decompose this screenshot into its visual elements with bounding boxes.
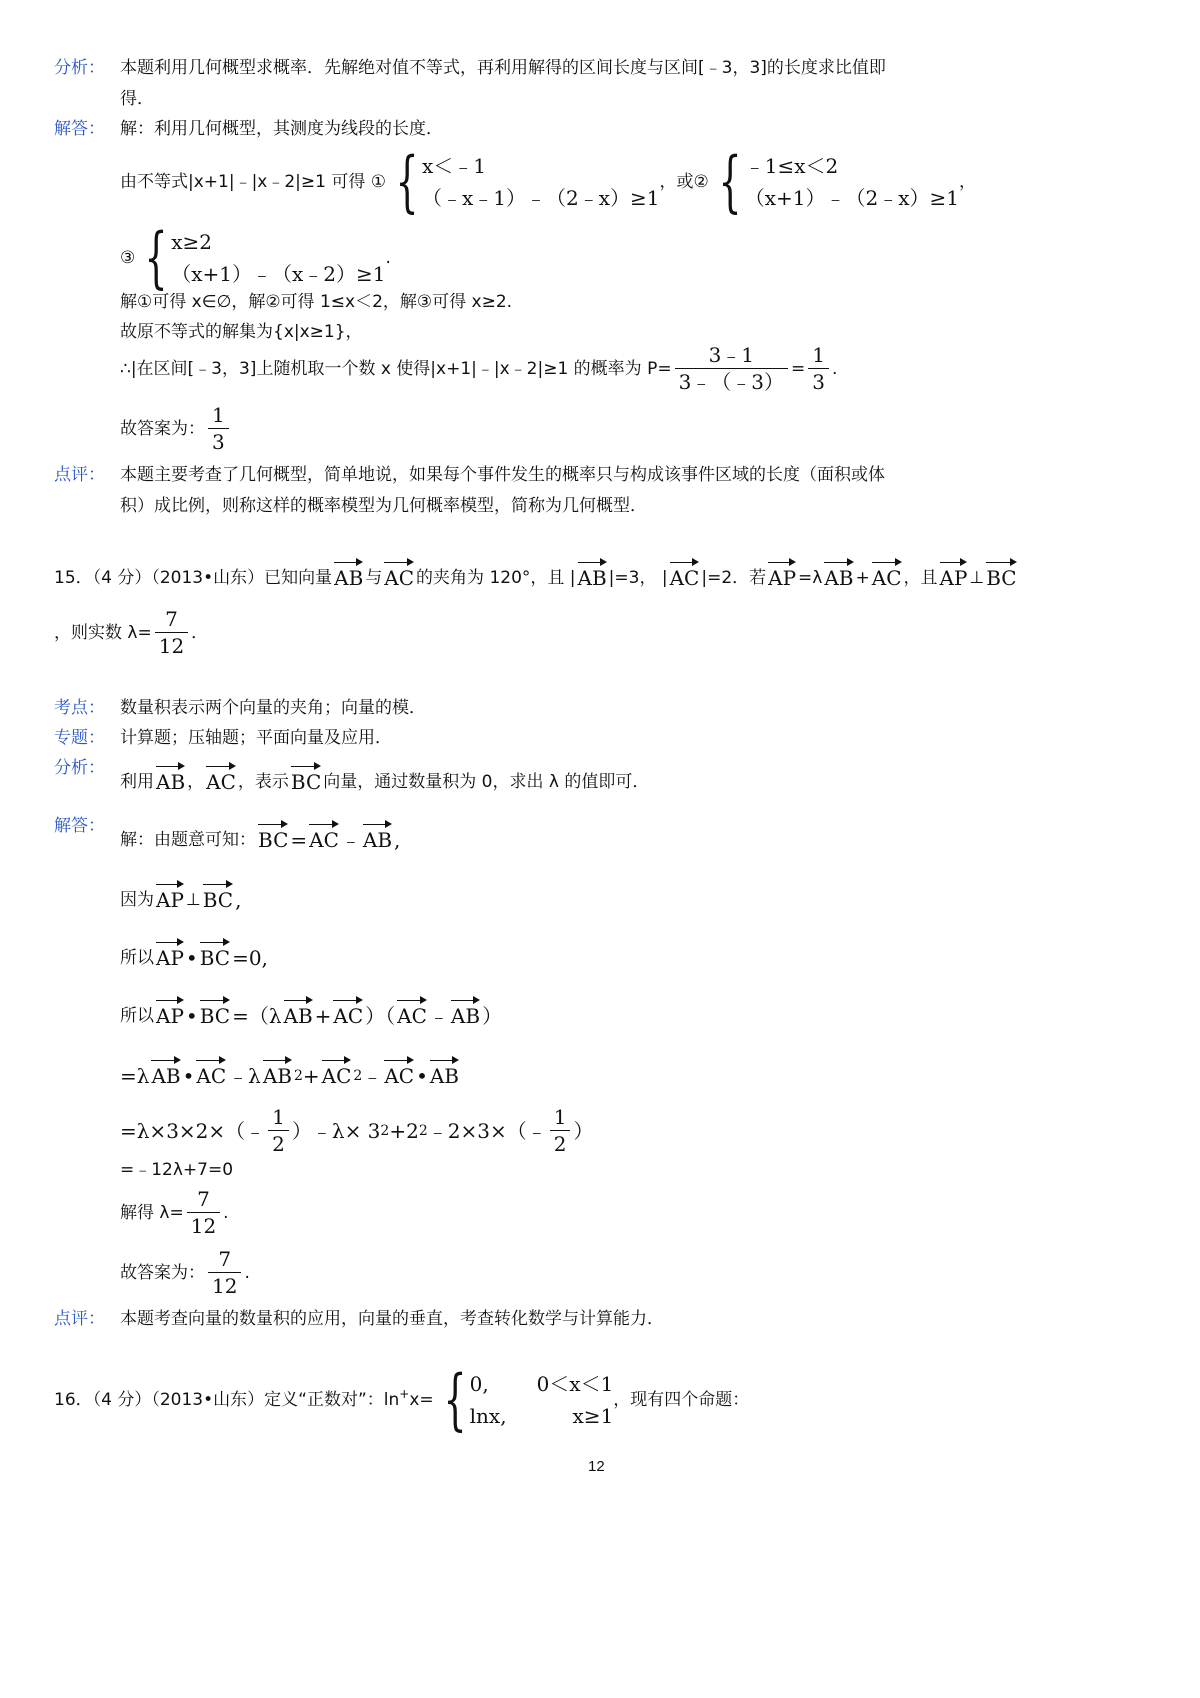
q15-step3 [120, 940, 268, 970]
minus: ﹣ [428, 1004, 449, 1028]
prob-fraction [675, 342, 788, 395]
sys3-row1: x≥2 [171, 230, 213, 254]
vector-AC: AC [206, 764, 236, 794]
minus: ﹣ [362, 1064, 383, 1088]
q15-step4 [120, 998, 502, 1028]
dot-operator: • [185, 1004, 198, 1028]
label-solution: 解答： [54, 119, 105, 139]
brace-icon: { [443, 1361, 467, 1438]
q15-s5-pre: =λ [120, 1064, 150, 1088]
plus: + [314, 1004, 332, 1028]
prob-num: 3﹣1 [708, 343, 755, 367]
comma: , [235, 888, 242, 912]
dot-operator: • [416, 1064, 428, 1088]
piece-row1-value: 0, [469, 1372, 489, 1396]
equals: = [290, 828, 308, 852]
vector-AB: AB [263, 1058, 292, 1088]
q15-analysis [120, 764, 649, 794]
system-3 [135, 219, 386, 296]
q16-stem-x: x= [409, 1390, 434, 1410]
perp-symbol: ⊥ [185, 890, 201, 910]
q14-analysis-line1: 本题利用几何概型求概率．先解绝对值不等式，再利用解得的区间长度与区间[﹣3，3]的长度求比值即 [120, 58, 886, 78]
q14-probability [120, 342, 837, 395]
minus: ﹣ [340, 828, 361, 852]
q14-solution-set: 故原不等式的解集为{x|x≥1}， [120, 322, 363, 342]
prob-result [808, 342, 829, 395]
q15-ans-den: 12 [155, 632, 188, 659]
q16-stem [54, 1361, 750, 1438]
label-comment: 点评： [54, 1309, 105, 1329]
sys3-after: . [385, 248, 391, 268]
vector-BC: BC [200, 998, 230, 1028]
q15-step7: =﹣12λ+7=0 [120, 1160, 234, 1180]
vector-AC: AC [333, 998, 363, 1028]
answer-den: 3 [208, 428, 229, 455]
q15-s2-pre: 因为 [120, 890, 154, 910]
vector-AC: AC [397, 998, 427, 1028]
vector-AB: AB [334, 560, 363, 590]
half-fraction [550, 1104, 571, 1157]
q15-s6-d: ﹣2×3×（﹣ [427, 1118, 547, 1143]
q15-ans-num: 7 [165, 607, 178, 631]
brace-icon: { [144, 219, 168, 296]
sys3-row2: （x+1）﹣（x﹣2）≥1 [171, 262, 386, 286]
vector-BC: BC [291, 764, 321, 794]
q15-comment: 本题考查向量的数量积的应用，向量的垂直，考查转化数学与计算能力． [120, 1309, 664, 1329]
q15-step8 [120, 1186, 229, 1239]
half-den: 2 [550, 1130, 571, 1157]
half-num: 1 [272, 1105, 285, 1129]
prob-den: 3﹣（﹣3） [675, 368, 788, 395]
q15-step5 [120, 1058, 461, 1088]
q15-s6-c: +2 [389, 1118, 419, 1143]
label-analysis: 分析： [54, 58, 105, 78]
q15-s6-e: ） [573, 1118, 594, 1143]
prob-end: . [832, 358, 838, 379]
vector-AB: AB [151, 1058, 180, 1088]
sys1-after: ，或② [659, 172, 709, 192]
vector-AB: AB [284, 998, 313, 1028]
superscript-2: 2 [353, 1068, 363, 1084]
q15-analysis-mid: ，表示 [237, 772, 289, 792]
superscript-2: 2 [293, 1068, 303, 1084]
q15-s6-b: ）﹣λ× 3 [291, 1118, 381, 1143]
q15-analysis-sep: ， [187, 772, 205, 792]
q15-stem-line1 [54, 560, 1019, 590]
q15-s8-den: 12 [187, 1212, 220, 1239]
page-number: 12 [588, 1458, 605, 1475]
q15-s5-mid: ﹣λ [228, 1064, 261, 1088]
q14-analysis-line2: 得． [120, 89, 154, 109]
piece-row1-condition: 0＜x＜1 [536, 1372, 614, 1396]
prob-eq: = [791, 358, 806, 379]
q15-s4-end: ） [482, 1004, 503, 1028]
superscript-2: 2 [418, 1122, 428, 1139]
q14-answer [120, 402, 232, 455]
sys2-row2: （x+1）﹣（2﹣x）≥1 [744, 186, 960, 210]
q15-stem-pre: 15．（4 分）（2013•山东）已知向量 [54, 568, 333, 588]
vector-AC: AC [322, 1058, 352, 1088]
sys1-row1: x＜﹣1 [422, 154, 487, 178]
q15-s8-pre: 解得 λ= [120, 1202, 184, 1223]
vector-AC: AC [670, 560, 700, 590]
half-fraction [268, 1104, 289, 1157]
q15-s9-end: . [244, 1262, 250, 1283]
vector-AB: AB [578, 560, 607, 590]
q15-s8-num: 7 [197, 1187, 210, 1211]
vector-AP: AP [156, 882, 184, 912]
piece-row2-value: lnx, [469, 1404, 507, 1428]
q15-s4-close: ）（ [365, 1004, 396, 1028]
vector-AC: AC [384, 1058, 414, 1088]
q15-abs2: |=2．若 [701, 568, 767, 588]
vector-BC: BC [986, 560, 1016, 590]
plus: + [302, 1064, 320, 1088]
q15-answer-fraction [155, 606, 188, 659]
vector-AB: AB [824, 560, 853, 590]
system-1 [386, 143, 660, 220]
answer-fraction [208, 402, 229, 455]
q15-s3-post: =0, [232, 946, 268, 970]
q15-and: 与 [365, 568, 383, 588]
q14-comment-line2: 积）成比例，则称这样的概率模型为几何概率模型，简称为几何概型． [120, 496, 647, 516]
brace-icon: { [718, 143, 742, 220]
system-2 [709, 143, 960, 220]
q15-analysis-post: 向量，通过数量积为 0，求出 λ 的值即可． [323, 772, 650, 792]
q15-s4-mid: =（λ [232, 1004, 282, 1028]
dot-operator: • [182, 1064, 195, 1088]
q14-inequality-systems [120, 143, 977, 220]
q15-step2 [120, 882, 241, 912]
q15-abs1: |=3， | [608, 568, 668, 588]
q15-s4-pre: 所以 [120, 1006, 154, 1026]
vector-BC: BC [258, 822, 288, 852]
label-topic: 专题： [54, 728, 105, 748]
prob-result-num: 1 [812, 343, 826, 367]
label-solution: 解答： [54, 816, 105, 836]
q15-step6 [120, 1104, 593, 1157]
vector-AC: AC [309, 822, 339, 852]
sys1-row2: （﹣x﹣1）﹣（2﹣x）≥1 [422, 186, 660, 210]
q15-step1 [120, 822, 400, 852]
vector-AP: AP [156, 940, 184, 970]
vector-AP: AP [156, 998, 184, 1028]
vector-BC: BC [200, 940, 230, 970]
piecewise-definition [434, 1361, 614, 1438]
answer-num: 1 [212, 403, 225, 427]
superscript-2: 2 [380, 1122, 390, 1139]
q14-solve-line: 解①可得 x∈∅，解②可得 1≤x＜2，解③可得 x≥2. [120, 292, 513, 312]
dot-operator: • [185, 946, 198, 970]
brace-icon: { [395, 143, 419, 220]
q15-s1-pre: 解：由题意可知： [120, 830, 256, 850]
vector-BC: BC [203, 882, 233, 912]
q15-angle: 的夹角为 120°，且 | [416, 568, 576, 588]
q15-plus: + [855, 568, 870, 588]
vector-AB: AB [430, 1058, 459, 1088]
perp-symbol: ⊥ [969, 568, 985, 588]
q15-topic: 计算题；压轴题；平面向量及应用． [120, 728, 392, 748]
sys2-row1: ﹣1≤x＜2 [744, 154, 839, 178]
q15-stem-line2-text: ，则实数 λ= [54, 622, 152, 643]
q15-ans-end: ． [191, 622, 209, 643]
vector-AP: AP [768, 560, 796, 590]
prob-result-den: 3 [808, 368, 829, 395]
q15-s9-den: 12 [208, 1272, 241, 1299]
label-keypoint: 考点： [54, 698, 105, 718]
comma: , [394, 828, 401, 852]
q15-eq: =λ [798, 568, 823, 588]
q15-s8-end: . [223, 1202, 229, 1223]
q15-stem-line2 [54, 606, 208, 659]
q15-step9 [120, 1246, 250, 1299]
prob-intro: ∴|在区间[﹣3，3]上随机取一个数 x 使得|x+1|﹣|x﹣2|≥1 的概率为 P= [120, 358, 672, 379]
q16-stem-post: ，现有四个命题： [613, 1390, 750, 1410]
q16-stem-pre: 16．（4 分）（2013•山东）定义“正数对”：ln [54, 1390, 400, 1410]
q15-analysis-pre: 利用 [120, 772, 154, 792]
vector-AB: AB [156, 764, 185, 794]
superscript-plus: + [399, 1387, 410, 1401]
half-num: 1 [553, 1105, 567, 1129]
sys2-after: ， [959, 172, 977, 192]
q15-s6-a: =λ×3×2×（﹣ [120, 1118, 266, 1143]
q15-s9-pre: 故答案为： [120, 1262, 205, 1283]
q15-keypoint: 数量积表示两个向量的夹角；向量的模． [120, 698, 426, 718]
label-analysis: 分析： [54, 758, 105, 778]
piece-row2-condition: x≥1 [572, 1404, 614, 1428]
q15-comma: ，且 [903, 568, 938, 588]
vector-AB: AB [451, 998, 480, 1028]
vector-AP: AP [940, 560, 968, 590]
half-den: 2 [268, 1130, 289, 1157]
q15-s9-num: 7 [218, 1247, 232, 1271]
vector-AB: AB [363, 822, 392, 852]
answer-intro: 故答案为： [120, 418, 205, 439]
q14-ineq-intro: 由不等式|x+1|﹣|x﹣2|≥1 可得 ① [120, 172, 387, 192]
vector-AC: AC [196, 1058, 226, 1088]
sys3-pre: ③ [120, 248, 136, 268]
vector-AC: AC [872, 560, 902, 590]
vector-AC: AC [384, 560, 414, 590]
q14-comment-line1: 本题主要考查了几何概型，简单地说，如果每个事件发生的概率只与构成该事件区域的长度（面积或体 [120, 465, 885, 485]
q14-system-3 [120, 219, 391, 296]
q15-s8-fraction [187, 1186, 220, 1239]
label-comment: 点评： [54, 465, 105, 485]
q14-solution-line1: 解：利用几何概型，其测度为线段的长度． [120, 119, 443, 139]
q15-s9-fraction [208, 1246, 241, 1299]
q15-s3-pre: 所以 [120, 948, 154, 968]
